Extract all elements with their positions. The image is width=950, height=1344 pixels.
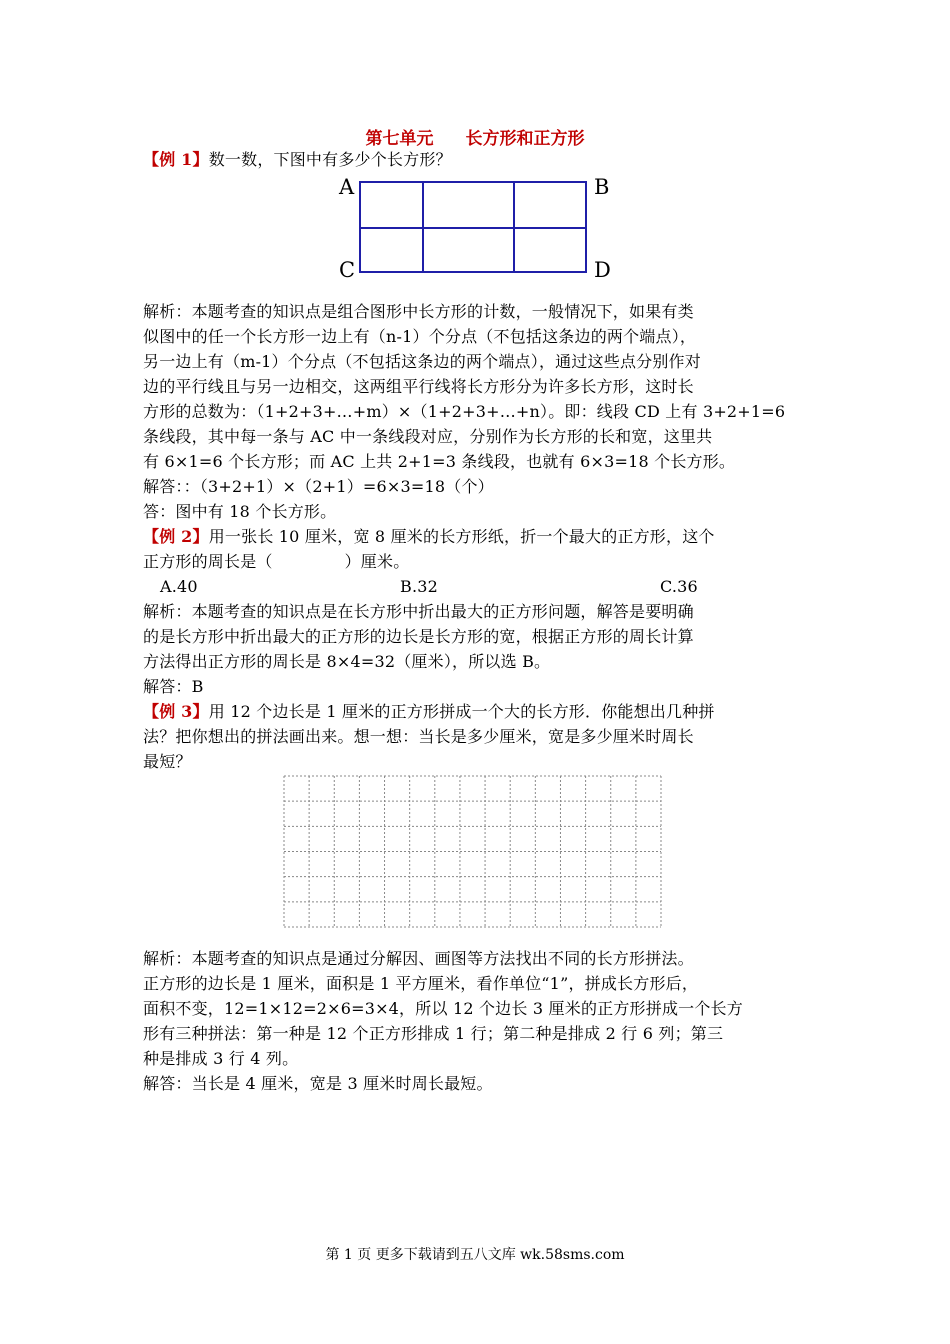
label-a: A xyxy=(339,175,355,199)
analysis-line: 方法得出正方形的周长是 8×4=32（厘米），所以选 B。 xyxy=(143,652,551,671)
label-c: C xyxy=(339,258,356,282)
example-3-question-line2: 法？把你想出的拼法画出来。想一想：当长是多少厘米，宽是多少厘米时周长 xyxy=(143,727,694,746)
analysis-line: 解析：本题考查的知识点是通过分解因、画图等方法找出不同的长方形拼法。 xyxy=(143,949,694,968)
solution-line: 解答：当长是 4 厘米，宽是 3 厘米时周长最短。 xyxy=(143,1074,493,1093)
option-a: A.40 xyxy=(160,577,198,596)
analysis-line: 解析：本题考查的知识点是组合图形中长方形的计数，一般情况下，如果有类 xyxy=(143,302,694,321)
analysis-line: 似图中的任一个长方形一边上有（n-1）个分点（不包括这条边的两个端点）， xyxy=(143,327,697,346)
example-1-tag: 【例 1】 xyxy=(143,150,209,169)
solution-line: 解答：：（3+2+1）×（2+1）=6×3=18（个） xyxy=(143,477,494,496)
example-3-question-line3: 最短？ xyxy=(143,752,192,771)
page-title xyxy=(0,124,950,149)
example-1-question xyxy=(143,147,808,172)
analysis-line: 形有三种拼法：第一种是 12 个正方形排成 1 行；第二种是排成 2 行 6 列；第三 xyxy=(143,1024,724,1043)
example-3-tag: 【例 3】 xyxy=(143,702,209,721)
analysis-line: 另一边上有（m-1）个分点（不包括这条边的两个端点），通过这些点分别作对 xyxy=(143,352,701,371)
answer-line: 答：图中有 18 个长方形。 xyxy=(143,502,337,521)
analysis-line: 种是排成 3 行 4 列。 xyxy=(143,1049,299,1068)
analysis-line: 解析：本题考查的知识点是在长方形中折出最大的正方形问题，解答是要明确 xyxy=(143,602,694,621)
example-3-question-line1: 【例 3】用 12 个边长是 1 厘米的正方形拼成一个大的长方形．你能想出几种拼 xyxy=(143,702,715,721)
example-2-question-line1: 【例 2】用一张长 10 厘米，宽 8 厘米的长方形纸，折一个最大的正方形，这个 xyxy=(143,527,715,546)
page-footer: 第 1 页 更多下载请到五八文库 wk.58sms.com xyxy=(325,1247,625,1263)
example-1-analysis xyxy=(143,299,808,774)
title-unit: 第七单元 xyxy=(365,129,434,149)
example-2-tag: 【例 2】 xyxy=(143,527,209,546)
analysis-line: 边的平行线且与另一边相交，这两组平行线将长方形分为许多长方形，这时长 xyxy=(143,377,694,396)
label-b: B xyxy=(594,175,610,199)
option-b: B.32 xyxy=(400,577,439,596)
analysis-line: 条线段，其中每一条与 AC 中一条线段对应，分别作为长方形的长和宽，这里共 xyxy=(143,427,713,446)
analysis-line: 方形的总数为：（1+2+3+…+m）×（1+2+3+…+n）。即：线段 CD 上有 3+2+1=6 xyxy=(143,402,786,421)
example-2-options xyxy=(143,574,808,599)
analysis-line: 面积不变，12=1×12=2×6=3×4，所以 12 个边长 3 厘米的正方形拼成一个长方 xyxy=(143,999,743,1018)
example-3-analysis xyxy=(143,946,808,1096)
dotted-grid-figure xyxy=(283,775,663,930)
analysis-line: 正方形的边长是 1 厘米，面积是 1 平方厘米，看作单位“1”，拼成长方形后， xyxy=(143,974,699,993)
title-topic: 长方形和正方形 xyxy=(465,129,585,149)
example-2-question-line2: 正方形的周长是（ ）厘米。 xyxy=(143,552,410,571)
option-c: C.36 xyxy=(660,577,698,596)
analysis-line: 有 6×1=6 个长方形；而 AC 上共 2+1=3 条线段，也就有 6×3=18 个长方形。 xyxy=(143,452,736,471)
example-1-question-text: 数一数，下图中有多少个长方形？ xyxy=(208,150,452,169)
rectangle-count-figure xyxy=(336,170,626,282)
analysis-line: 的是长方形中折出最大的正方形的边长是长方形的宽，根据正方形的周长计算 xyxy=(143,627,694,646)
solution-line: 解答：B xyxy=(143,677,204,696)
label-d: D xyxy=(594,258,611,282)
